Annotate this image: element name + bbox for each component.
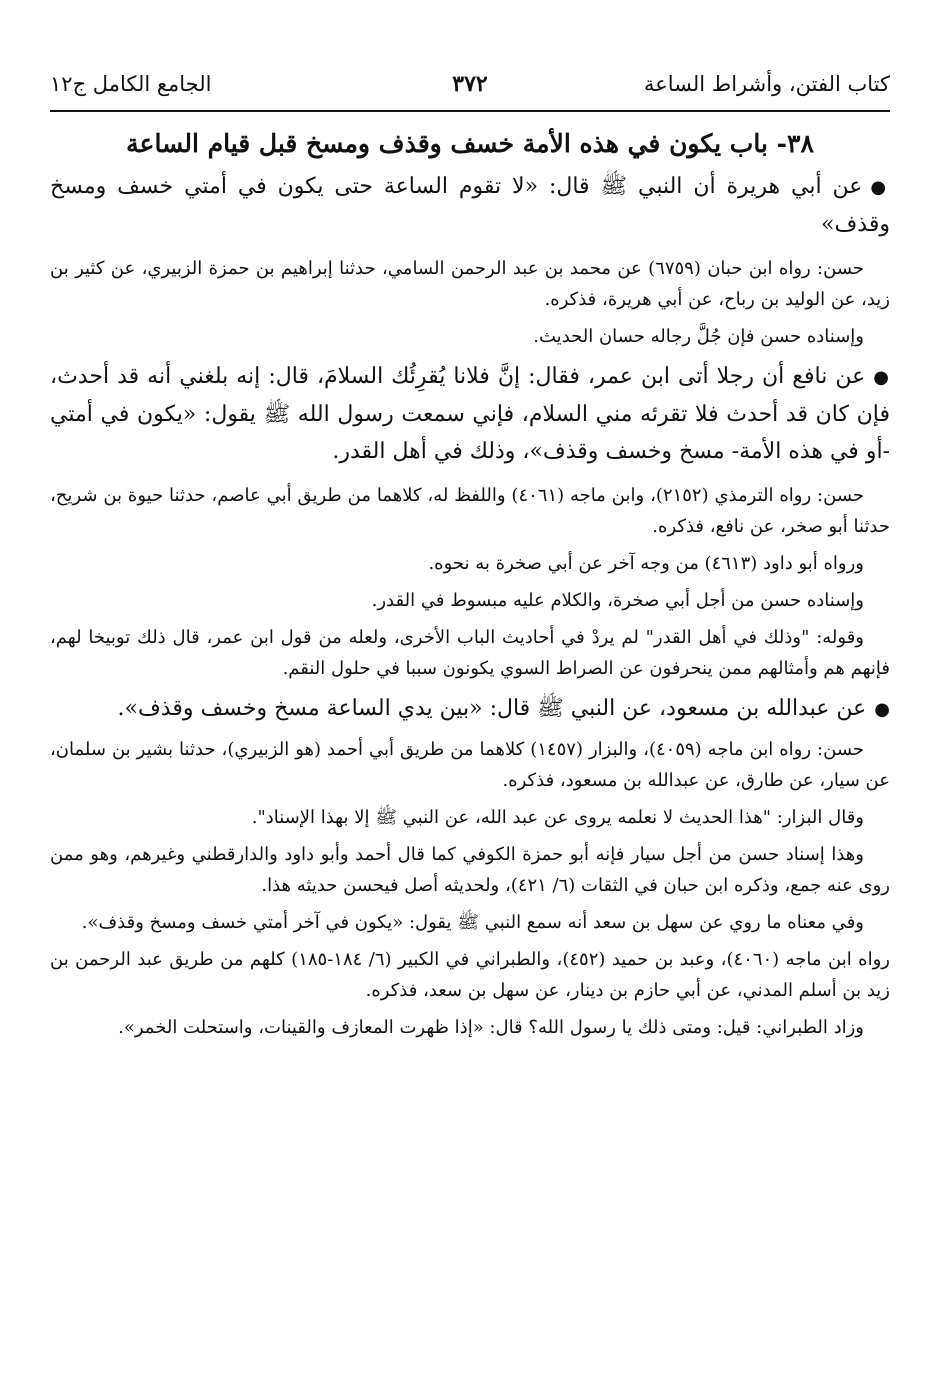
hadith-body: عن أبي هريرة أن النبي ﷺ قال: «لا تقوم الساعة حتى يكون في أمتي خسف ومسخ وقذف» <box>50 174 890 237</box>
chapter-title: ٣٨- باب يكون في هذه الأمة خسف وقذف ومسخ قبل قيام الساعة <box>126 129 814 158</box>
commentary-paragraph: وإسناده حسن فإن جُلَّ رجاله حسان الحديث. <box>533 326 864 347</box>
commentary-paragraph: وإسناده حسن من أجل أبي صخرة، والكلام عليه مبسوط في القدر. <box>371 590 864 611</box>
bullet-icon: ● <box>874 699 890 720</box>
commentary-paragraph: ورواه أبو داود (٤٦١٣) من وجه آخر عن أبي صخرة به نحوه. <box>428 553 864 574</box>
bullet-icon: ● <box>873 367 890 388</box>
book-volume-title: الجامع الكامل ج١٢ <box>50 72 212 96</box>
hadith-body: عن عبدالله بن مسعود، عن النبي ﷺ قال: «بين يدي الساعة مسخ وخسف وقذف». <box>117 696 867 721</box>
commentary-paragraph: وفي معناه ما روي عن سهل بن سعد أنه سمع النبي ﷺ يقول: «يكون في آخر أمتي خسف ومسخ وقذف». <box>81 912 864 933</box>
hadith-text <box>50 690 890 728</box>
hadith-body: عن نافع أن رجلا أتى ابن عمر، فقال: إنَّ فلانا يُقرِئُك السلامَ، قال: إنه بلغني أنه قد أحدث، فإن كان قد أحدث فلا تقرئه مني السلام، فإني سمعت رسول الله ﷺ يقول: «يكون في أمتي -أو في هذه الأمة- مسخ وخسف وقذف»، وذلك في أهل القدر. <box>50 364 890 464</box>
commentary-paragraph: وقوله: "وذلك في أهل القدر" لم يردْ في أحاديث الباب الأخرى، ولعله من قول ابن عمر، قال ذلك توبيخا لهم، فإنهم هم وأمثالهم ممن ينحرفون عن الصراط السوي يكونون سببا في حلول النقم. <box>50 627 890 679</box>
book-page <box>50 62 890 1049</box>
header-rule <box>50 110 890 112</box>
running-header <box>50 62 890 106</box>
commentary-paragraph: حسن: رواه ابن ماجه (٤٠٥٩)، والبزار (١٤٥٧) كلاهما من طريق أبي أحمد (هو الزبيري)، حدثنا بشير بن سلمان، عن سيار، عن طارق، عن عبدالله بن مسعود، فذكره. <box>50 739 890 791</box>
book-section-title: كتاب الفتن، وأشراط الساعة <box>643 72 890 96</box>
commentary-paragraph: وزاد الطبراني: قيل: ومتى ذلك يا رسول الله؟ قال: «إذا ظهرت المعازف والقينات، واستحلت الخمر». <box>118 1017 864 1038</box>
hadith-text <box>50 358 890 470</box>
commentary-paragraph: حسن: رواه ابن حبان (٦٧٥٩) عن محمد بن عبد الرحمن السامي، حدثنا إبراهيم بن حمزة الزبيري، عن كثير بن زيد، عن الوليد بن رباح، عن أبي هريرة، فذكره. <box>50 258 890 310</box>
page-number: ٣٧٢ <box>452 71 488 97</box>
bullet-icon: ● <box>870 177 890 198</box>
commentary-paragraph: حسن: رواه الترمذي (٢١٥٢)، وابن ماجه (٤٠٦١) واللفظ له، كلاهما من طريق أبي عاصم، حدثنا حيوة بن شريح، حدثنا أبو صخر، عن نافع، فذكره. <box>50 485 890 537</box>
commentary-paragraph: وقال البزار: "هذا الحديث لا نعلمه يروى عن عبد الله، عن النبي ﷺ إلا بهذا الإسناد". <box>251 807 864 828</box>
commentary-paragraph: وهذا إسناد حسن من أجل سيار فإنه أبو حمزة الكوفي كما قال أحمد وأبو داود والدارقطني وغيرهم، وهو ممن روى عنه جمع، وذكره ابن حبان في الثقات (٦/ ٤٢١)، ولحديثه أصل فيحسن حديثه هذا. <box>50 844 890 896</box>
commentary-paragraph: رواه ابن ماجه (٤٠٦٠)، وعبد بن حميد (٤٥٢)، والطبراني في الكبير (٦/ ١٨٤-١٨٥) كلهم من طريق عبد الرحمن بن زيد بن أسلم المدني، عن أبي حازم بن دينار، عن سهل بن سعد، فذكره. <box>50 949 891 1001</box>
hadith-text <box>50 168 890 243</box>
